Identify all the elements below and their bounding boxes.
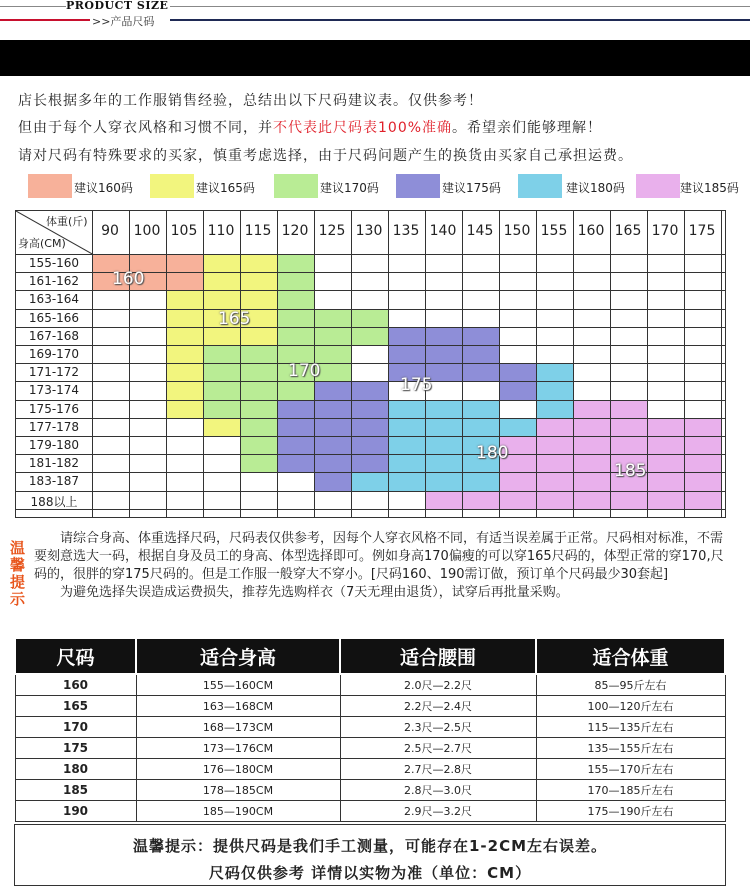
zone-label-180: 180 (476, 443, 509, 463)
zone-fill-165 (203, 418, 240, 436)
legend-label-160: 建议160码 (74, 181, 133, 195)
legend-swatch-165 (150, 174, 194, 198)
weight-header: 100 (133, 223, 161, 239)
grid-hline (16, 327, 725, 328)
col-header-size: 尺码 (15, 638, 136, 674)
header-rule-right (170, 6, 750, 7)
table-row (15, 780, 725, 801)
zone-label-165: 165 (218, 309, 251, 329)
intro-line-2 (18, 117, 602, 137)
legend-swatch-170 (274, 174, 318, 198)
zone-label-185: 185 (614, 461, 647, 481)
header-title: PRODUCT SIZE (66, 0, 169, 12)
legend-label-185: 建议185码 (680, 181, 739, 195)
cell-waist: 2.2尺—2.4尺 (340, 696, 536, 717)
height-label: 155-160 (28, 256, 80, 270)
weight-header: 170 (651, 223, 679, 239)
intro-line-2-post: 。希望亲们能够理解！ (452, 120, 603, 136)
height-label: 167-168 (28, 328, 80, 343)
grid-hline (16, 418, 725, 419)
height-label: 188以上 (30, 494, 78, 509)
footer-line-1: 温馨提示：提供尺码是我们手工测量，可能存在1-2CM左右误差。 (132, 837, 608, 855)
size-table-header (15, 638, 725, 674)
zone-fill-170 (277, 254, 314, 309)
grid-hline (16, 454, 725, 455)
col-header-weight: 适合体重 (536, 638, 725, 674)
cell-weight: 85—95斤左右 (536, 674, 725, 696)
tips-paragraph-2: 为避免选择失误造成运费损失，推荐先选购样衣（7天无理由退货），试穿后再批量采购。 (60, 585, 569, 600)
cell-weight: 170—185斤左右 (536, 780, 725, 801)
cell-height: 155—160CM (136, 674, 340, 696)
cell-height: 163—168CM (136, 696, 340, 717)
height-label: 173-174 (28, 383, 80, 398)
weight-header: 135 (392, 223, 420, 239)
grid-hline (16, 436, 725, 437)
legend-swatch-160 (28, 174, 72, 198)
cell-height: 173—176CM (136, 738, 340, 759)
weight-header: 175 (688, 223, 716, 239)
zone-label-175: 175 (400, 375, 433, 395)
weight-header: 140 (429, 223, 457, 239)
tips-paragraph-1: 请综合身高、体重选择尺码，尺码表仅供参考，因每个人穿衣风格不同，有适当误差属于正常。尺码相对标准，不需要刻意选大一码，根据自身及员工的身高、体型选择即可。例如身高170偏瘦的可以穿165尺码的，体型正常的穿170,尺码的，很胖的穿175尺码的。但是工作服一般穿大不穿小。[尺码160、190需订做，预订单个尺码最少30套起] (34, 531, 724, 582)
table-row (15, 801, 725, 822)
legend-swatch-185 (636, 174, 680, 198)
grid-hline (16, 491, 725, 492)
weight-header: 110 (207, 223, 235, 239)
weight-header: 90 (101, 223, 119, 239)
intro-line-2-red: 不代表此尺码表100%准确 (273, 120, 453, 136)
height-label: 161-162 (28, 274, 80, 289)
table-row (15, 759, 725, 780)
grid-hline (16, 381, 725, 382)
header-red-bar (0, 19, 90, 21)
weight-header: 115 (244, 223, 272, 239)
size-table (14, 637, 726, 822)
legend-swatch-180 (518, 174, 562, 198)
cell-weight: 175—190斤左右 (536, 801, 725, 822)
cell-height: 178—185CM (136, 780, 340, 801)
legend-label-170: 建议170码 (320, 181, 379, 195)
corner-weight-label: 体重(斤) (46, 215, 88, 228)
tips-block (34, 530, 734, 602)
cell-waist: 2.0尺—2.2尺 (340, 674, 536, 696)
grid-hline (16, 345, 725, 346)
weight-header: 155 (540, 223, 568, 239)
legend-swatch-175 (396, 174, 440, 198)
zone-fill-180 (536, 363, 573, 418)
cell-height: 168—173CM (136, 717, 340, 738)
cell-waist: 2.7尺—2.8尺 (340, 759, 536, 780)
cell-size: 165 (15, 696, 136, 717)
cell-size: 175 (15, 738, 136, 759)
height-label: 169-170 (28, 347, 80, 361)
black-banner (0, 40, 750, 76)
cell-size: 190 (15, 801, 136, 822)
grid-hline (16, 254, 725, 255)
size-legend (0, 174, 750, 198)
height-label: 175-176 (28, 401, 80, 416)
cell-weight: 100—120斤左右 (536, 696, 725, 717)
intro-line-1: 店长根据多年的工作服销售经验，总结出以下尺码建议表。仅供参考！ (18, 93, 483, 109)
zone-label-160: 160 (112, 269, 145, 289)
height-label: 183-187 (28, 474, 80, 489)
cell-waist: 2.8尺—3.0尺 (340, 780, 536, 801)
zone-fill-165 (166, 400, 203, 418)
height-label: 165-166 (28, 310, 80, 325)
intro-line-3: 请对尺码有特殊要求的买家，慎重考虑选择，由于尺码问题产生的换货由买家自己承担运费。 (18, 148, 633, 164)
weight-header: 120 (281, 223, 309, 239)
height-label: 179-180 (28, 438, 80, 452)
legend-label-165: 建议165码 (196, 181, 255, 195)
header-subtitle: >>产品尺码 (92, 15, 155, 28)
weight-header: 130 (355, 223, 383, 239)
zone-fill-175 (388, 327, 499, 382)
cell-waist: 2.3尺—2.5尺 (340, 717, 536, 738)
grid-hline (16, 363, 725, 364)
cell-waist: 2.9尺—3.2尺 (340, 801, 536, 822)
cell-size: 170 (15, 717, 136, 738)
table-row (15, 696, 725, 717)
intro-line-2-pre: 但由于每个人穿衣风格和习惯不同，并 (18, 120, 273, 136)
weight-header: 150 (503, 223, 531, 239)
cell-weight: 135—155斤左右 (536, 738, 725, 759)
cell-size: 160 (15, 674, 136, 696)
page-header (0, 0, 750, 30)
cell-weight: 155—170斤左右 (536, 759, 725, 780)
col-header-waist: 适合腰围 (340, 638, 536, 674)
weight-header: 145 (466, 223, 494, 239)
col-header-height: 适合身高 (136, 638, 340, 674)
zone-label-170: 170 (288, 361, 321, 381)
table-row (15, 738, 725, 759)
header-navy-bar (170, 19, 750, 21)
grid-hline (16, 290, 725, 291)
legend-label-175: 建议175码 (442, 181, 501, 195)
table-row (15, 717, 725, 738)
size-recommendation-grid (15, 210, 726, 518)
grid-hline (16, 400, 725, 401)
cell-height: 185—190CM (136, 801, 340, 822)
grid-hline (16, 309, 725, 310)
weight-header: 165 (614, 223, 642, 239)
height-label: 181-182 (28, 456, 80, 471)
cell-height: 176—180CM (136, 759, 340, 780)
weight-header: 160 (577, 223, 605, 239)
height-label: 177-178 (28, 419, 80, 434)
weight-header: 105 (170, 223, 198, 239)
legend-label-180: 建议180码 (566, 181, 625, 195)
footer-line-2: 尺码仅供参考 详情以实物为准（单位：CM） (208, 864, 532, 882)
footer-note (14, 824, 726, 886)
grid-hline (16, 509, 725, 510)
weight-header: 125 (318, 223, 346, 239)
cell-weight: 115—135斤左右 (536, 717, 725, 738)
cell-waist: 2.5尺—2.7尺 (340, 738, 536, 759)
height-label: 171-172 (28, 365, 80, 380)
height-label: 163-164 (28, 292, 80, 307)
cell-size: 180 (15, 759, 136, 780)
tips-side-label: 温馨提示 (10, 539, 26, 608)
header-rule-left (0, 6, 66, 7)
table-row (15, 674, 725, 696)
zone-fill-175 (314, 472, 351, 490)
corner-height-label: 身高(CM) (18, 237, 66, 250)
cell-size: 185 (15, 780, 136, 801)
